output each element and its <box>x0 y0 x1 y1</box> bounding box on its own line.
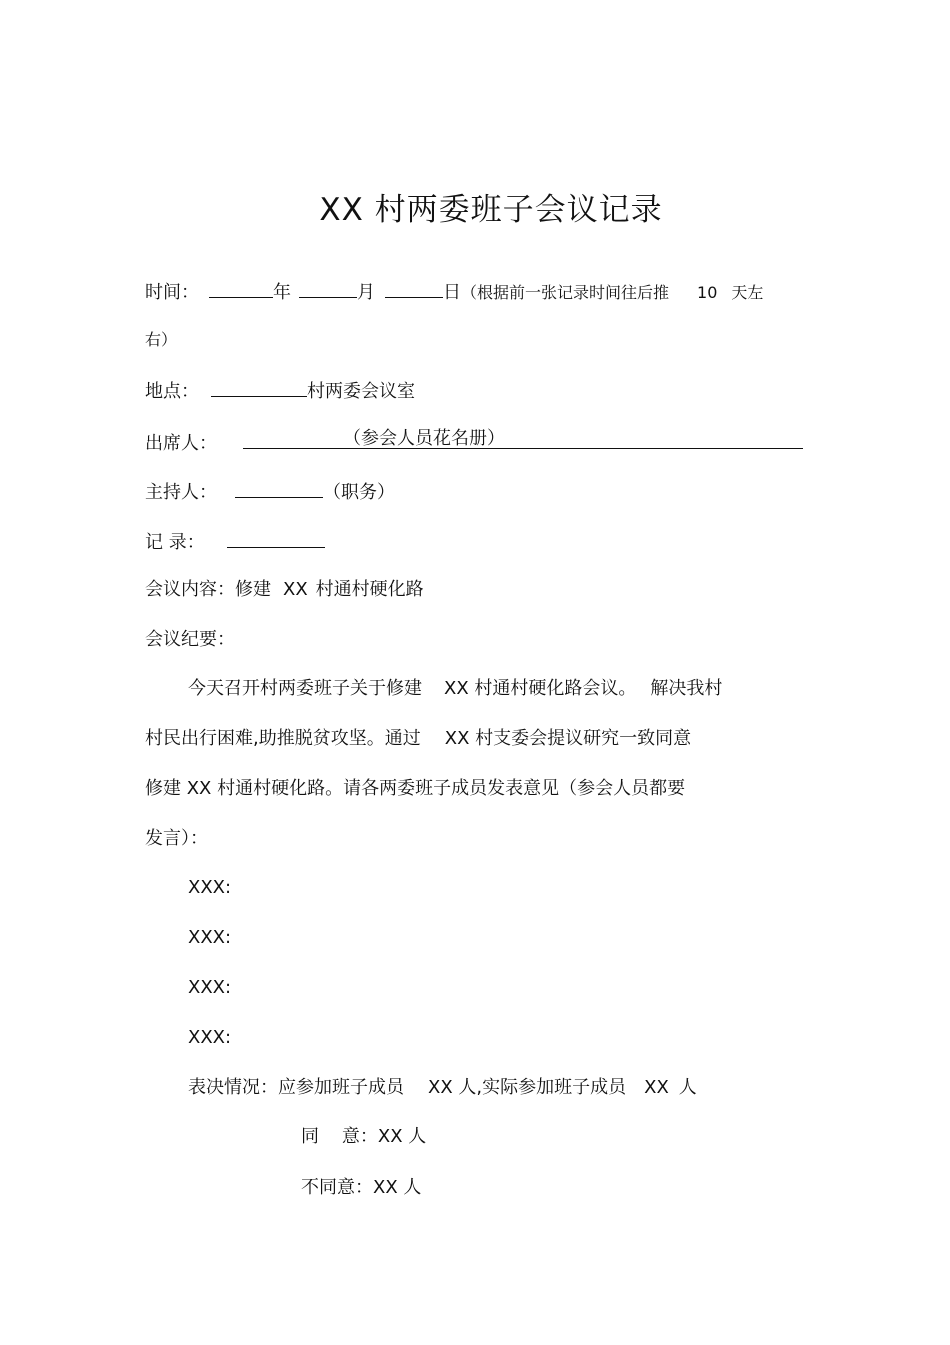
host-value: （职务） <box>323 482 395 503</box>
attendees-value: （参会人员花名册） <box>343 428 505 449</box>
summary-label: 会议纪要： <box>145 629 235 650</box>
time-label: 时间： <box>145 282 199 303</box>
speaker-entry: XXX: <box>188 1027 232 1048</box>
content-xx: XX <box>283 579 308 600</box>
disagree-label: 不同意： <box>301 1177 373 1198</box>
agree-value: XX 人 <box>377 1126 427 1147</box>
day-blank <box>385 278 443 298</box>
attendees-line <box>145 427 803 456</box>
place-blank <box>211 377 307 397</box>
month-label: 月 <box>357 282 375 303</box>
day-label: 日 <box>443 282 461 303</box>
time-note-number: 10 <box>697 283 718 302</box>
paragraph-text: 村民出行困难,助推脱贫攻坚。通过 <box>145 728 421 749</box>
paragraph-line-2 <box>145 727 691 751</box>
place-value: 村两委会议室 <box>307 381 415 402</box>
paragraph-text: XX 村支委会提议研究一致同意 <box>444 728 692 749</box>
vote-actual-unit: 人 <box>678 1077 697 1098</box>
year-blank <box>209 278 273 298</box>
content-value: 村通村硬化路 <box>315 579 424 600</box>
place-line <box>145 377 415 404</box>
host-blank <box>235 478 323 498</box>
paragraph-line-3: 修建 XX 村通村硬化路。请各两委班子成员发表意见（参会人员都要 <box>145 778 686 799</box>
host-line <box>145 478 395 505</box>
agree-label: 同 意： <box>301 1126 378 1147</box>
time-line <box>145 278 763 305</box>
vote-disagree-line <box>301 1176 421 1200</box>
vote-label: 表决情况：应参加班子成员 <box>188 1077 404 1098</box>
month-blank <box>299 278 357 298</box>
page-title: XX 村两委班子会议记录 <box>319 192 663 228</box>
vote-expected: XX 人,实际参加班子成员 <box>428 1077 627 1098</box>
host-label: 主持人： <box>145 482 217 503</box>
year-label: 年 <box>273 282 291 303</box>
attendees-field <box>243 427 803 449</box>
vote-actual: XX <box>644 1077 669 1098</box>
content-label: 会议内容： <box>145 579 235 600</box>
place-label: 地点： <box>145 381 199 402</box>
vote-line <box>188 1076 697 1100</box>
paragraph-text: 今天召开村两委班子关于修建 <box>188 678 422 699</box>
vote-agree-line <box>301 1125 426 1149</box>
content-prefix: 修建 <box>235 579 271 600</box>
paragraph-text: XX 村通村硬化路会议。 <box>444 678 637 699</box>
paragraph-line-1 <box>188 677 722 701</box>
time-note-continued: 右） <box>145 330 178 349</box>
speaker-entry: XXX: <box>188 977 232 998</box>
content-line <box>145 578 424 602</box>
recorder-blank <box>227 528 325 548</box>
paragraph-text: 解决我村 <box>650 678 723 699</box>
disagree-value: XX 人 <box>373 1177 422 1198</box>
recorder-label: 记 录： <box>145 532 205 553</box>
attendees-label: 出席人： <box>145 433 217 454</box>
recorder-line <box>145 528 325 555</box>
time-note: （根据前一张记录时间往后推 <box>461 283 670 302</box>
paragraph-line-4: 发言）： <box>145 828 208 849</box>
speaker-entry: XXX: <box>188 877 232 898</box>
time-note-tail: 天左 <box>731 283 764 302</box>
speaker-entry: XXX: <box>188 927 232 948</box>
